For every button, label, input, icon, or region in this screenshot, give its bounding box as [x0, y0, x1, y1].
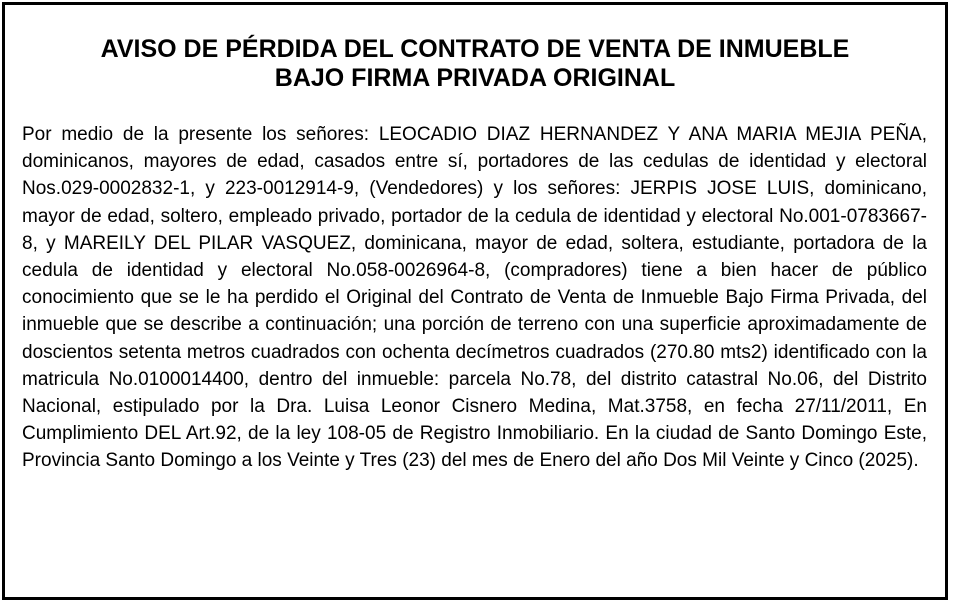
- notice-title: [13, 35, 937, 93]
- notice-body: Por medio de la presente los señores: LEOCADIO DIAZ HERNANDEZ Y ANA MARIA MEJIA PEÑA, dominicanos, mayores de edad, casados entre sí, portadores de las cedulas de identidad y electoral Nos.029-0002832-1, y 223-0012914-9, (Vendedores) y los señores: JERPIS JOSE LUIS, dominicano, mayor de edad, soltero, empleado privado, portador de la cedula de identidad y electoral No.001-0783667-8, y MAREILY DEL PILAR VASQUEZ, dominicana, mayor de edad, soltera, estudiante, portadora de la cedula de identidad y electoral No.058-0026964-8, (compradores) tiene a bien hacer de público conocimiento que se le ha perdido el Original del Contrato de Venta de Inmueble Bajo Firma Privada, del inmueble que se describe a continuación; una porción de terreno con una superficie aproximadamente de doscientos setenta metros cuadrados con ochenta decímetros cuadrados (270.80 mts2) identificado con la matricula No.0100014400, dentro del inmueble: parcela No.78, del distrito catastral No.06, del Distrito Nacional, estipulado por la Dra. Luisa Leonor Cisnero Medina, Mat.3758, en fecha 27/11/2011, En Cumplimiento DEL Art.92, de la ley 108-05 de Registro Inmobiliario. En la ciudad de Santo Domingo Este, Provincia Santo Domingo a los Veinte y Tres (23) del mes de Enero del año Dos Mil Veinte y Cinco (2025).: [22, 124, 927, 472]
- notice-title-line-2: BAJO FIRMA PRIVADA ORIGINAL: [274, 64, 676, 92]
- legal-notice: [2, 2, 948, 600]
- notice-title-line-1: AVISO DE PÉRDIDA DEL CONTRATO DE VENTA DE INMUEBLE: [100, 35, 850, 63]
